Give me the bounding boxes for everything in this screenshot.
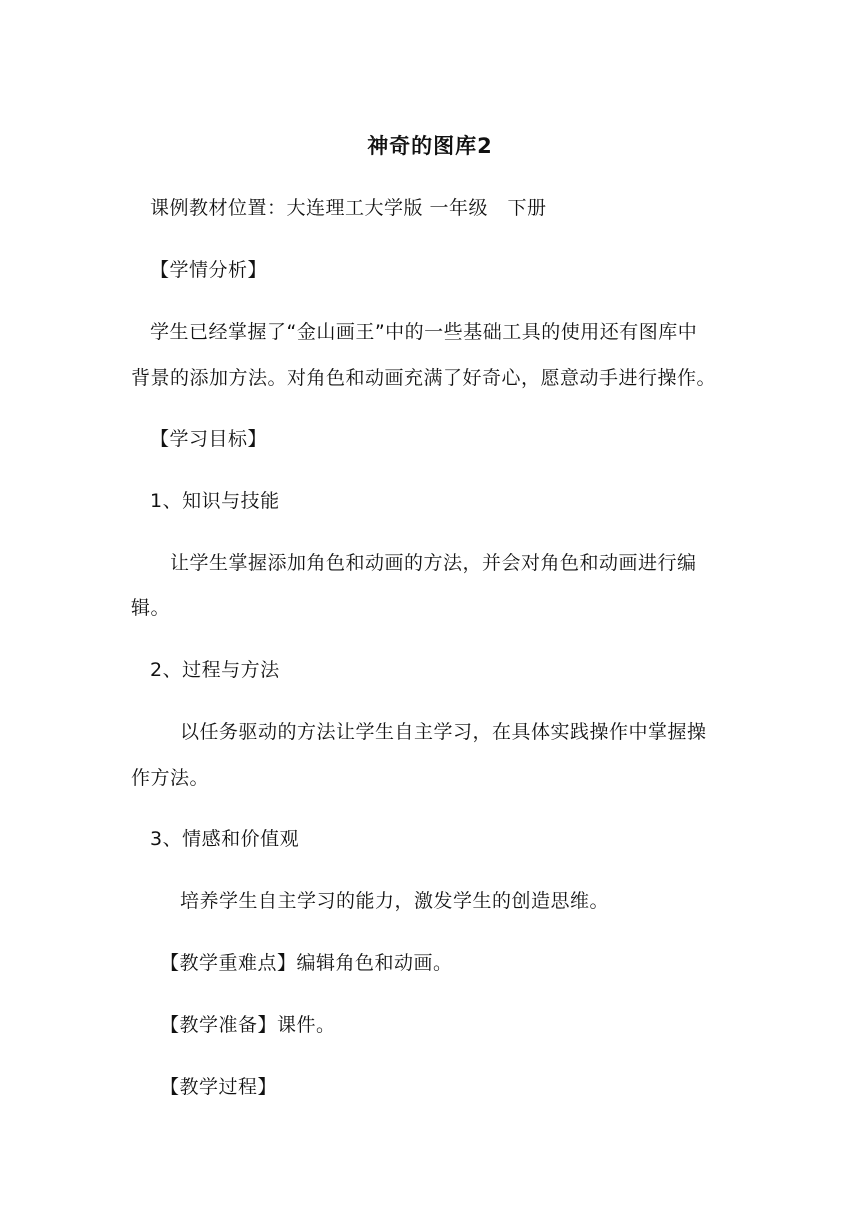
objective-2-line-2: 作方法。 bbox=[131, 767, 210, 789]
student-analysis-heading: 【学情分析】 bbox=[150, 259, 268, 281]
objective-2-heading: 2、过程与方法 bbox=[150, 659, 280, 681]
objectives-heading: 【学习目标】 bbox=[150, 428, 268, 450]
objective-3-heading: 3、情感和价值观 bbox=[150, 828, 300, 850]
document-title: 神奇的图库2 bbox=[367, 134, 493, 158]
key-points: 【教学重难点】编辑角色和动画。 bbox=[160, 952, 453, 974]
teaching-process-heading: 【教学过程】 bbox=[160, 1076, 278, 1098]
material-position: 课例教材位置：大连理工大学版 一年级 下册 bbox=[150, 197, 547, 219]
student-analysis-line-1: 学生已经掌握了“金山画王”中的一些基础工具的使用还有图库中 bbox=[150, 321, 698, 343]
objective-1-heading: 1、知识与技能 bbox=[150, 490, 280, 512]
objective-3-line-1: 培养学生自主学习的能力，激发学生的创造思维。 bbox=[180, 890, 610, 912]
objective-2-line-1: 以任务驱动的方法让学生自主学习，在具体实践操作中掌握操 bbox=[180, 721, 707, 743]
student-analysis-line-2: 背景的添加方法。对角色和动画充满了好奇心，愿意动手进行操作。 bbox=[131, 367, 717, 389]
objective-1-line-2: 辑。 bbox=[131, 597, 171, 619]
objective-1-line-1: 让学生掌握添加角色和动画的方法，并会对角色和动画进行编 bbox=[170, 552, 697, 574]
teaching-preparation: 【教学准备】课件。 bbox=[160, 1014, 336, 1036]
